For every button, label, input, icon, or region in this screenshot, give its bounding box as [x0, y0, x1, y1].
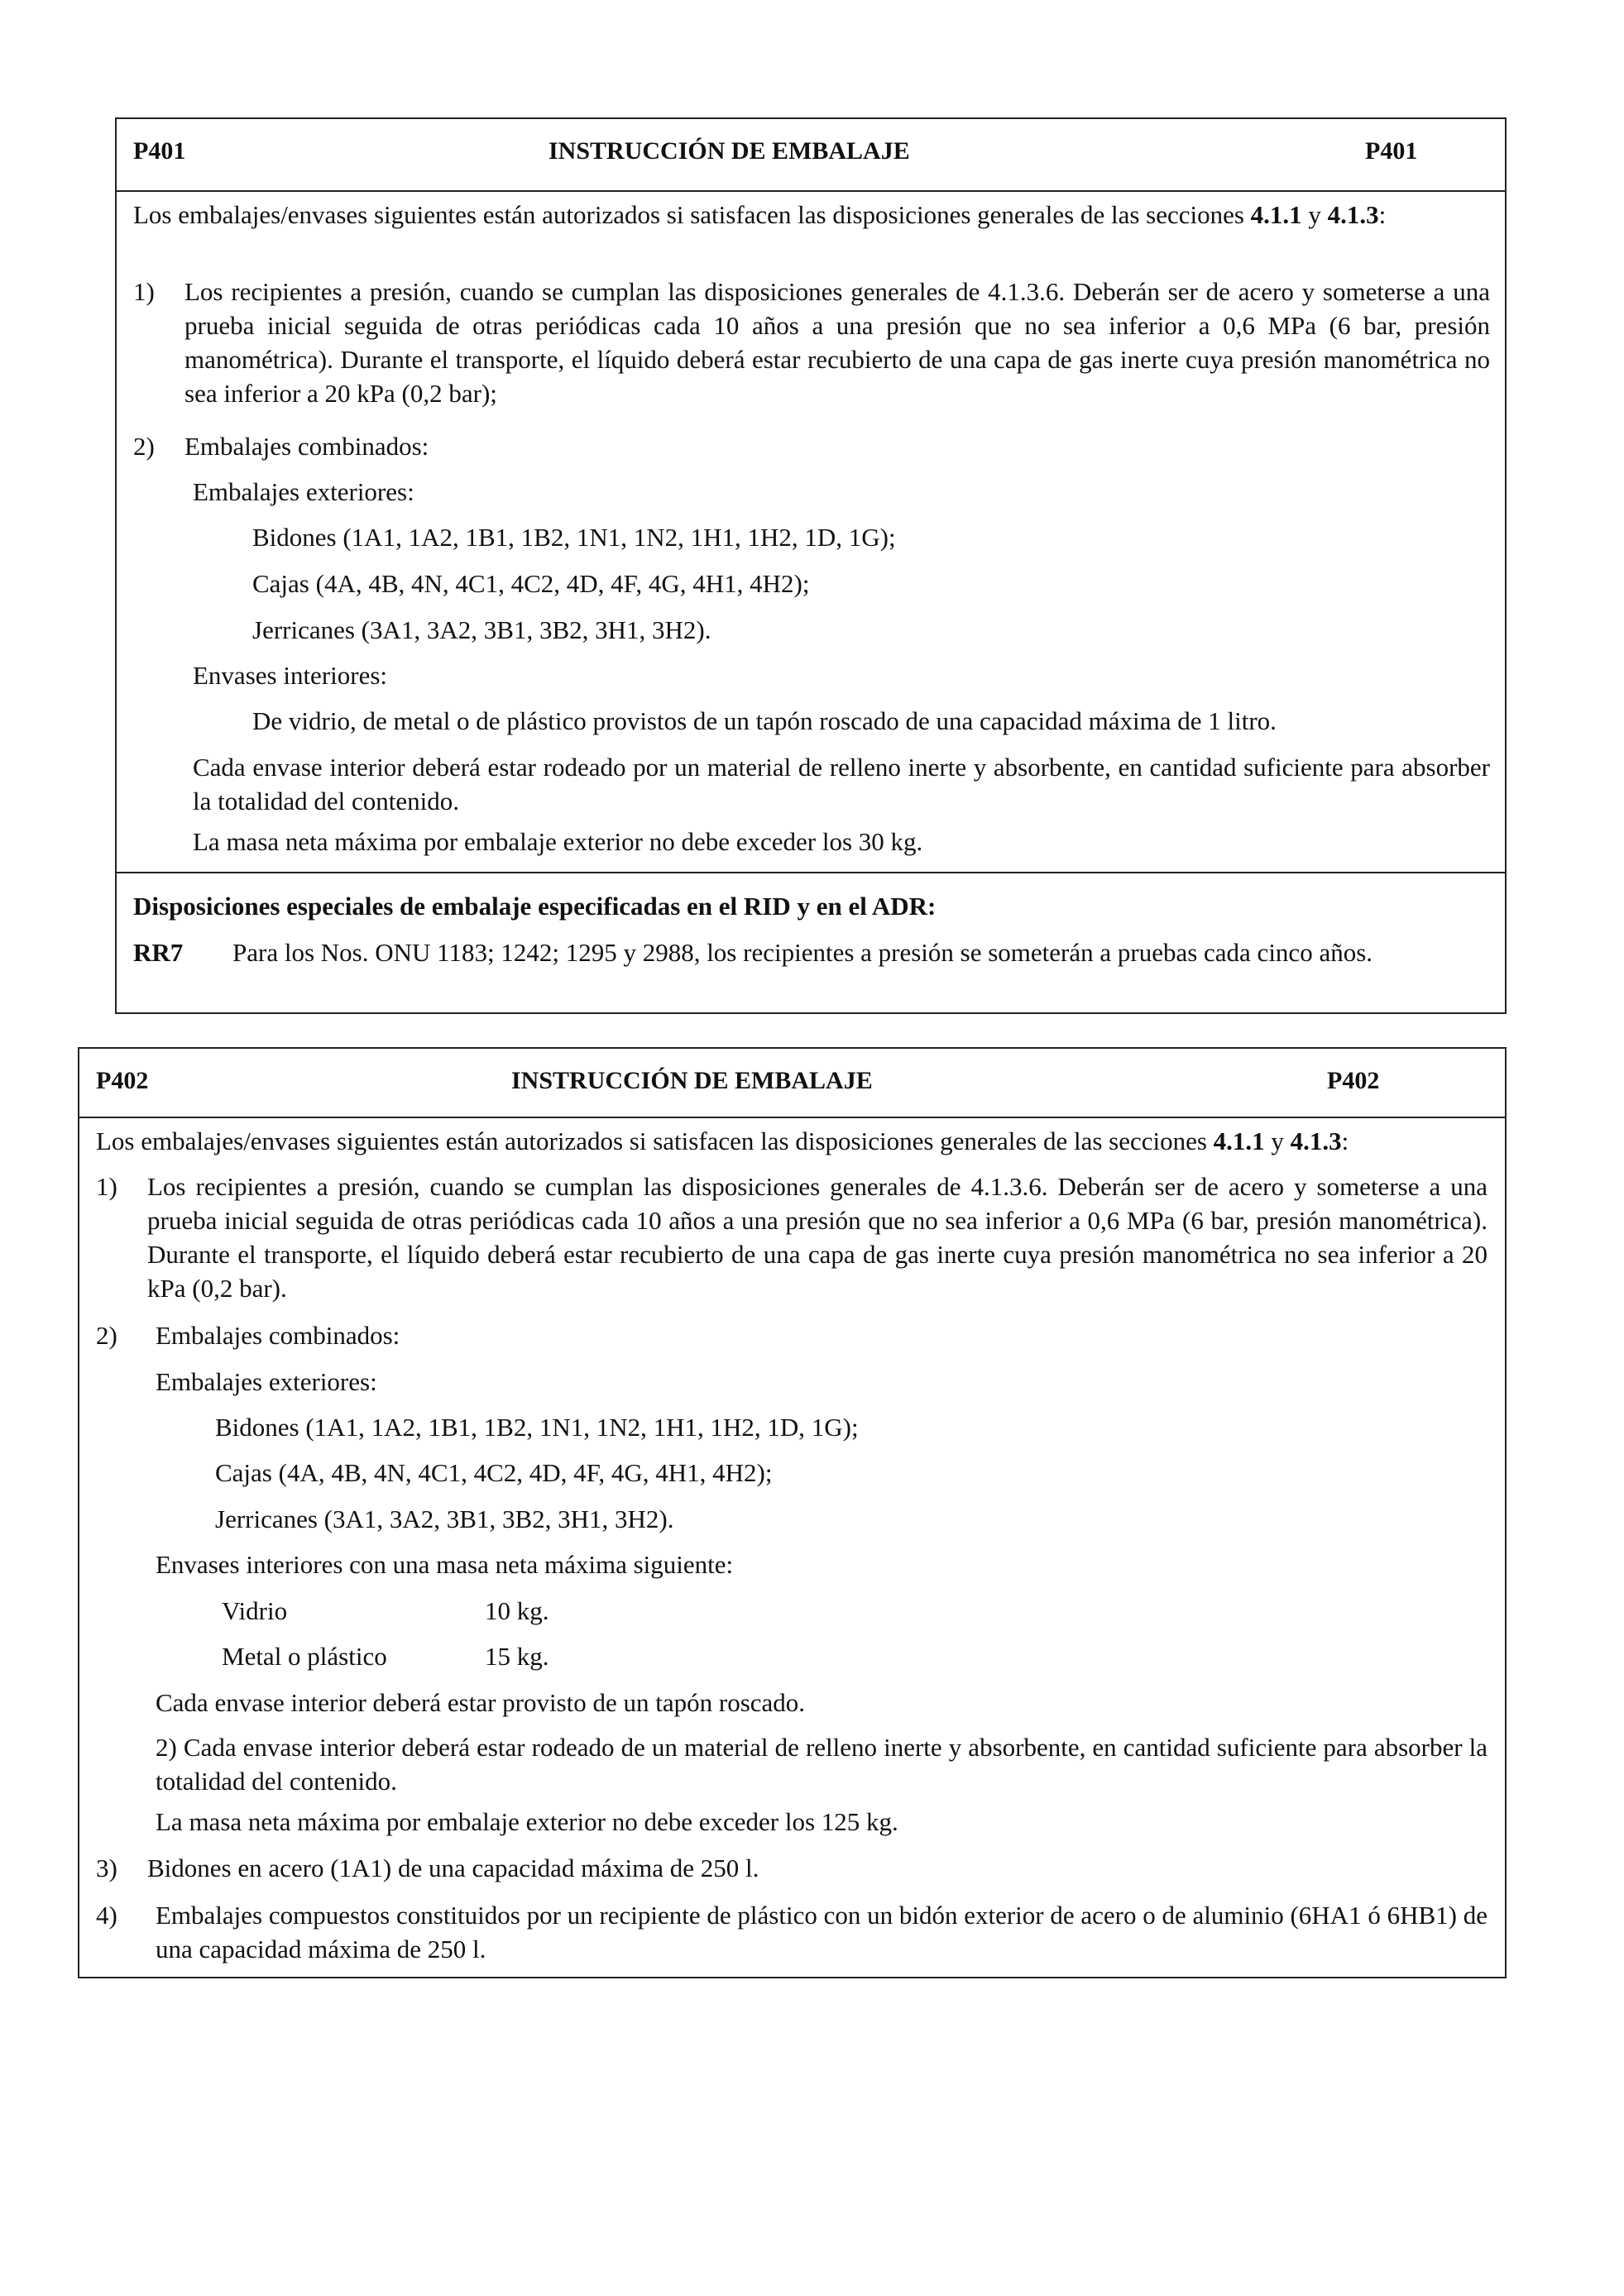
- p402-glass-value: 10 kg.: [485, 1596, 549, 1625]
- p401-inner-text: De vidrio, de metal o de plástico provistos de un tapón roscado de una capacidad máxima de 1 litro.: [252, 706, 1277, 735]
- p402-code-right: P402: [1327, 1067, 1380, 1094]
- p401-rr7-text: Para los Nos. ONU 1183; 1242; 1295 y 2988, los recipientes a presión se someterán a pruebas cada cinco años.: [232, 938, 1373, 967]
- p401-special-heading: Disposiciones especiales de embalaje especificadas en el RID y en el ADR:: [133, 892, 937, 921]
- p401-title: INSTRUCCIÓN DE EMBALAJE: [549, 137, 910, 165]
- p401-header: [117, 119, 1505, 192]
- p401-code-left: P401: [133, 137, 186, 165]
- p402-cushion-text: 2) Cada envase interior deberá estar rodeado de un material de relleno inerte y absorbente, en cantidad suficiente para absorber la totalidad del contenido.: [156, 1733, 1487, 1796]
- p401-intro: Los embalajes/envases siguientes están autorizados si satisfacen las disposiciones generales de las secciones 4.1.1 y 4.1.3:: [133, 200, 1387, 229]
- p401-instruction-box: [115, 117, 1507, 1014]
- p402-instruction-box: [78, 1047, 1507, 1978]
- p402-item2-text: Embalajes combinados:: [156, 1321, 400, 1350]
- p401-outer-drums: Bidones (1A1, 1A2, 1B1, 1B2, 1N1, 1N2, 1H1, 1H2, 1D, 1G);: [252, 523, 896, 552]
- p402-intro: Los embalajes/envases siguientes están autorizados si satisfacen las disposiciones generales de las secciones 4.1.1 y 4.1.3:: [96, 1126, 1349, 1155]
- p402-item2-number: 2): [96, 1321, 117, 1350]
- p401-outer-boxes: Cajas (4A, 4B, 4N, 4C1, 4C2, 4D, 4F, 4G, 4H1, 4H2);: [252, 569, 810, 598]
- p402-item1-text: Los recipientes a presión, cuando se cumplan las disposiciones generales de 4.1.3.6. Deberán ser de acero y someterse a una prueba inicial seguida de otras periódicas cada 10 años a una presión que no sea inferior a 0,6 MPa (6 bar, presión manométrica). Durante el transporte, el líquido deberá estar recubierto de una capa de gas inerte cuya presión manométrica no sea inferior a 20 kPa (0,2 bar).: [147, 1172, 1487, 1303]
- p401-code-right: P401: [1365, 137, 1418, 165]
- p402-item1-number: 1): [96, 1172, 117, 1201]
- p401-outer-jerricans: Jerricanes (3A1, 3A2, 3B1, 3B2, 3H1, 3H2).: [252, 615, 711, 644]
- p402-outer-boxes: Cajas (4A, 4B, 4N, 4C1, 4C2, 4D, 4F, 4G, 4H1, 4H2);: [215, 1458, 773, 1487]
- p401-cushion-text: Cada envase interior deberá estar rodeado por un material de relleno inerte y absorbente, en cantidad suficiente para absorber la totalidad del contenido.: [193, 753, 1490, 816]
- p401-mass-text: La masa neta máxima por embalaje exterior no debe exceder los 30 kg.: [193, 827, 923, 856]
- p402-inner-label: Envases interiores con una masa neta máxima siguiente:: [156, 1550, 734, 1579]
- p402-item3-text: Bidones en acero (1A1) de una capacidad máxima de 250 l.: [147, 1854, 759, 1882]
- p401-inner-label: Envases interiores:: [193, 661, 388, 690]
- p402-outer-label: Embalajes exteriores:: [156, 1367, 377, 1396]
- p401-section-divider: [117, 872, 1505, 873]
- p402-outer-jerricans: Jerricanes (3A1, 3A2, 3B1, 3B2, 3H1, 3H2).: [215, 1504, 674, 1533]
- p401-item1-text: Los recipientes a presión, cuando se cumplan las disposiciones generales de 4.1.3.6. Deberán ser de acero y someterse a una prueba inicial seguida de otras periódicas cada 10 años a una presión que no sea inferior a 0,6 MPa (6 bar, presión manométrica). Durante el transporte, el líquido deberá estar recubierto de una capa de gas inerte cuya presión manométrica no sea inferior a 20 kPa (0,2 bar);: [184, 277, 1490, 408]
- p401-item2-number: 2): [133, 432, 155, 461]
- p402-outer-drums: Bidones (1A1, 1A2, 1B1, 1B2, 1N1, 1N2, 1H1, 1H2, 1D, 1G);: [215, 1413, 859, 1442]
- p402-metal-label: Metal o plástico: [222, 1642, 387, 1671]
- p401-outer-label: Embalajes exteriores:: [193, 477, 414, 506]
- p402-item4-text: Embalajes compuestos constituidos por un recipiente de plástico con un bidón exterior de acero o de aluminio (6HA1 ó 6HB1) de una capacidad máxima de 250 l.: [156, 1901, 1487, 1964]
- p402-header: [79, 1049, 1505, 1118]
- p402-item3-number: 3): [96, 1854, 117, 1882]
- p401-rr7-code: RR7: [133, 938, 184, 967]
- p401-item2-text: Embalajes combinados:: [184, 432, 429, 461]
- p402-title: INSTRUCCIÓN DE EMBALAJE: [511, 1067, 873, 1094]
- p402-metal-value: 15 kg.: [485, 1642, 549, 1671]
- p402-closure-text: Cada envase interior deberá estar provisto de un tapón roscado.: [156, 1688, 806, 1717]
- p402-mass-text: La masa neta máxima por embalaje exterior no debe exceder los 125 kg.: [156, 1807, 898, 1836]
- p402-code-left: P402: [96, 1067, 149, 1094]
- p402-item4-number: 4): [96, 1901, 117, 1930]
- p402-glass-label: Vidrio: [222, 1596, 288, 1625]
- p401-item1-number: 1): [133, 277, 155, 306]
